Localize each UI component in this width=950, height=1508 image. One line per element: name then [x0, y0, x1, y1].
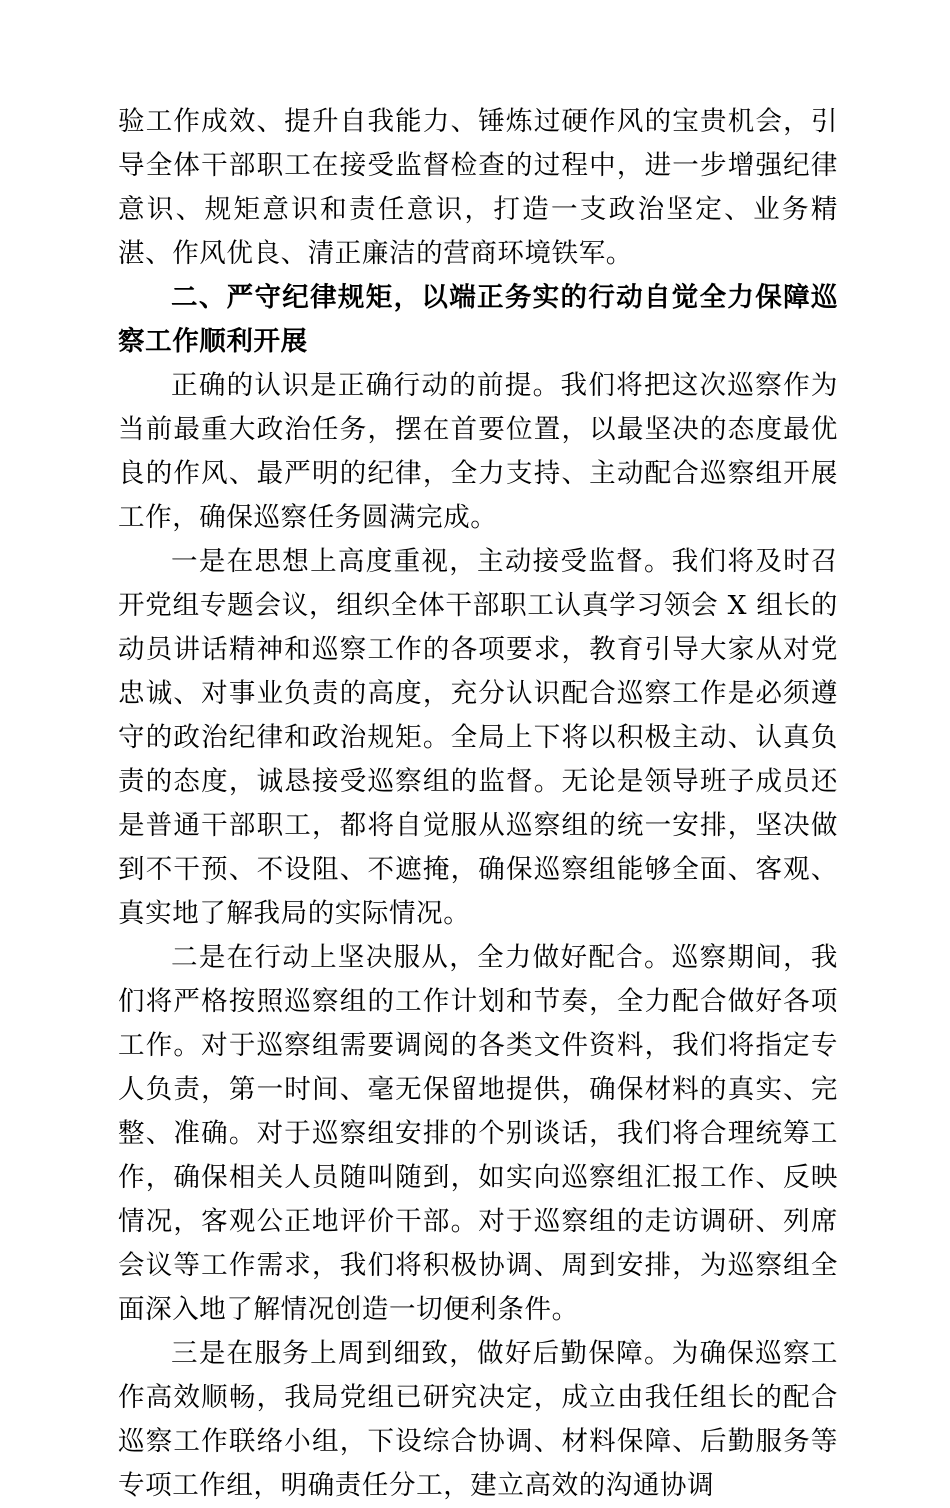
- paragraph-point-two: 二是在行动上坚决服从，全力做好配合。巡察期间，我们将严格按照巡察组的工作计划和节奏，全力配合做好各项工作。对于巡察组需要调阅的各类文件资料，我们将指定专人负责，第一时间、毫无保留地提供，确保材料的真实、完整、准确。对于巡察组安排的个别谈话，我们将合理统筹工作，确保相关人员随叫随到，如实向巡察组汇报工作、反映情况，客观公正地评价干部。对于巡察组的走访调研、列席会议等工作需求，我们将积极协调、周到安排，为巡察组全面深入地了解情况创造一切便利条件。: [118, 942, 838, 1325]
- paragraph-intro: 正确的认识是正确行动的前提。我们将把这次巡察作为当前最重大政治任务，摆在首要位置，以最坚决的态度最优良的作风、最严明的纪律，全力支持、主动配合巡察组开展工作，确保巡察任务圆满完成。: [118, 370, 838, 533]
- document-body: [118, 100, 838, 1508]
- paragraph-continued: 验工作成效、提升自我能力、锤炼过硬作风的宝贵机会，引导全体干部职工在接受监督检查的过程中，进一步增强纪律意识、规矩意识和责任意识，打造一支政治坚定、业务精湛、作风优良、清正廉洁的营商环境铁军。: [118, 106, 838, 269]
- paragraph-point-three: 三是在服务上周到细致，做好后勤保障。为确保巡察工作高效顺畅，我局党组已研究决定，成立由我任组长的配合巡察工作联络小组，下设综合协调、材料保障、后勤服务等专项工作组，明确责任分工，建立高效的沟通协调: [118, 1338, 838, 1501]
- section-heading-two: 二、严守纪律规矩，以端正务实的行动自觉全力保障巡察工作顺利开展: [118, 282, 838, 357]
- paragraph-point-one: 一是在思想上高度重视，主动接受监督。我们将及时召开党组专题会议，组织全体干部职工认真学习领会 X 组长的动员讲话精神和巡察工作的各项要求，教育引导大家从对党忠诚、对事业负责的高度，充分认识配合巡察工作是必须遵守的政治纪律和政治规矩。全局上下将以积极主动、认真负责的态度，诚恳接受巡察组的监督。无论是领导班子成员还是普通干部职工，都将自觉服从巡察组的统一安排，坚决做到不干预、不设阻、不遮掩，确保巡察组能够全面、客观、真实地了解我局的实际情况。: [118, 546, 838, 929]
